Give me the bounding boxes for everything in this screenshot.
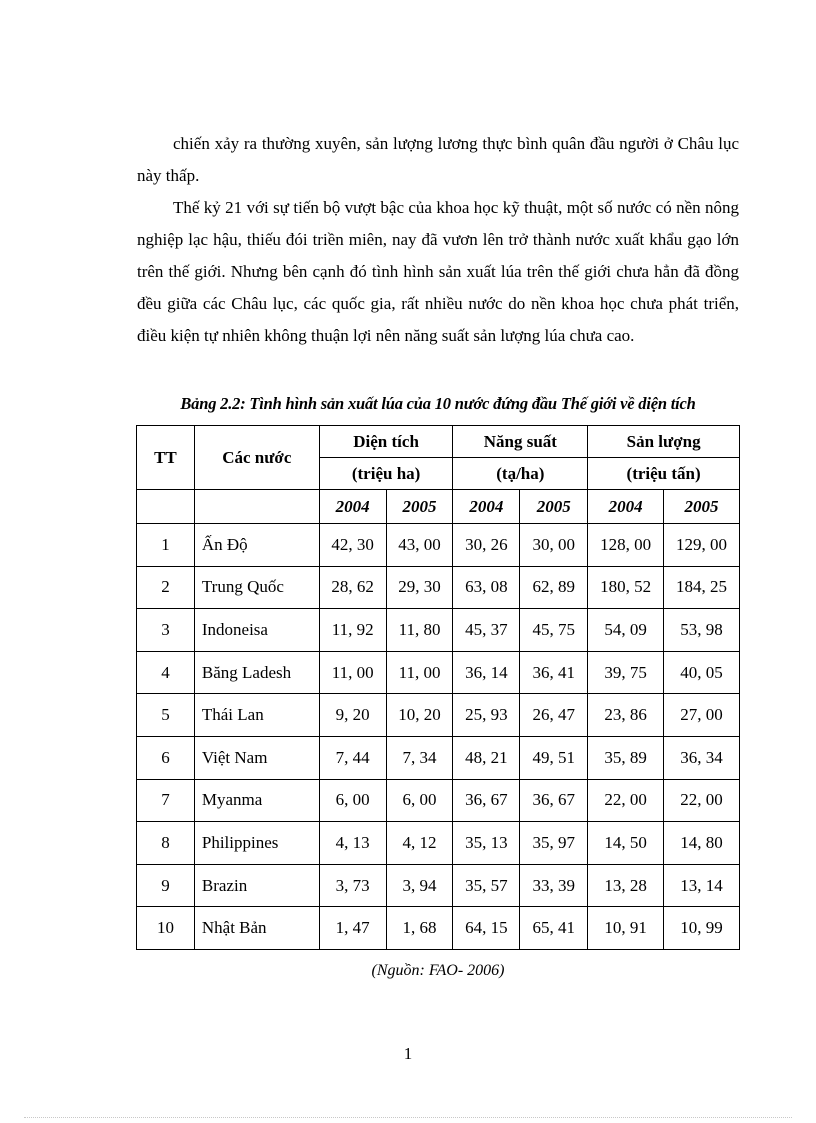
cell-value: 65, 41	[520, 907, 588, 950]
cell-index: 7	[137, 779, 195, 822]
cell-value: 36, 14	[453, 651, 520, 694]
paragraph: chiến xảy ra thường xuyên, sản lượng lương thực bình quân đầu người ở Châu lục này thấp.	[137, 134, 739, 185]
cell-index: 10	[137, 907, 195, 950]
header-tt: TT	[137, 426, 195, 490]
year-header: 2005	[386, 490, 453, 524]
cell-country: Thái Lan	[194, 694, 319, 737]
cell-value: 11, 00	[319, 651, 386, 694]
cell-value: 7, 34	[386, 736, 453, 779]
cell-country: Myanma	[194, 779, 319, 822]
cell-value: 42, 30	[319, 524, 386, 567]
cell-index: 4	[137, 651, 195, 694]
cell-value: 3, 73	[319, 864, 386, 907]
cell-value: 45, 75	[520, 609, 588, 652]
cell-value: 29, 30	[386, 566, 453, 609]
cell-index: 1	[137, 524, 195, 567]
cell-country: Nhật Bản	[194, 907, 319, 950]
cell-value: 27, 00	[664, 694, 740, 737]
header-yield: Năng suất	[453, 426, 588, 458]
cell-value: 14, 50	[588, 822, 664, 865]
table-row	[137, 822, 740, 865]
cell-value: 64, 15	[453, 907, 520, 950]
rice-production-table	[136, 425, 740, 950]
cell-value: 4, 12	[386, 822, 453, 865]
cell-value: 30, 26	[453, 524, 520, 567]
year-header: 2004	[588, 490, 664, 524]
cell-country: Indoneisa	[194, 609, 319, 652]
cell-value: 63, 08	[453, 566, 520, 609]
body-text	[137, 128, 739, 352]
cell-value: 45, 37	[453, 609, 520, 652]
cell-value: 10, 99	[664, 907, 740, 950]
cell-country: Việt Nam	[194, 736, 319, 779]
cell-value: 128, 00	[588, 524, 664, 567]
header-country: Các nước	[194, 426, 319, 490]
table-body	[137, 524, 740, 950]
header-area: Diện tích	[319, 426, 453, 458]
cell-value: 40, 05	[664, 651, 740, 694]
cell-value: 23, 86	[588, 694, 664, 737]
table-row	[137, 609, 740, 652]
cell-value: 13, 14	[664, 864, 740, 907]
cell-value: 1, 47	[319, 907, 386, 950]
header-country-blank	[194, 490, 319, 524]
cell-value: 22, 00	[588, 779, 664, 822]
cell-value: 36, 34	[664, 736, 740, 779]
header-output-unit: (triệu tấn)	[588, 458, 740, 490]
cell-value: 35, 97	[520, 822, 588, 865]
cell-value: 28, 62	[319, 566, 386, 609]
cell-country: Philippines	[194, 822, 319, 865]
cell-value: 54, 09	[588, 609, 664, 652]
table-row	[137, 524, 740, 567]
cell-value: 49, 51	[520, 736, 588, 779]
table-row	[137, 907, 740, 950]
cell-index: 6	[137, 736, 195, 779]
header-output: Sản lượng	[588, 426, 740, 458]
cell-index: 2	[137, 566, 195, 609]
cell-value: 36, 67	[453, 779, 520, 822]
year-header: 2005	[520, 490, 588, 524]
cell-value: 6, 00	[319, 779, 386, 822]
cell-value: 39, 75	[588, 651, 664, 694]
cell-index: 9	[137, 864, 195, 907]
page-divider	[24, 1117, 792, 1118]
cell-value: 180, 52	[588, 566, 664, 609]
cell-country: Trung Quốc	[194, 566, 319, 609]
cell-country: Băng Ladesh	[194, 651, 319, 694]
cell-value: 43, 00	[386, 524, 453, 567]
cell-value: 30, 00	[520, 524, 588, 567]
year-header: 2004	[319, 490, 386, 524]
cell-value: 10, 91	[588, 907, 664, 950]
cell-index: 5	[137, 694, 195, 737]
cell-country: Ấn Độ	[194, 524, 319, 567]
paragraph: Thế kỷ 21 với sự tiến bộ vượt bậc của khoa học kỹ thuật, một số nước có nền nông nghiệp lạc hậu, thiếu đói triền miên, nay đã vươn lên trở thành nước xuất khẩu gạo lớn trên thế giới. Nhưng bên cạnh đó tình hình sản xuất lúa trên thế giới chưa hẳn đã đồng đều giữa các Châu lục, các quốc gia, rất nhiều nước do nền khoa học chưa phát triển, điều kiện tự nhiên không thuận lợi nên năng suất sản lượng lúa chưa cao.	[137, 198, 739, 345]
year-header: 2005	[664, 490, 740, 524]
cell-value: 53, 98	[664, 609, 740, 652]
table-caption: Bảng 2.2: Tình hình sản xuất lúa của 10 nước đứng đầu Thế giới về diện tích	[180, 394, 696, 413]
header-tt-blank	[137, 490, 195, 524]
cell-value: 9, 20	[319, 694, 386, 737]
cell-value: 35, 13	[453, 822, 520, 865]
cell-value: 10, 20	[386, 694, 453, 737]
cell-value: 33, 39	[520, 864, 588, 907]
cell-value: 129, 00	[664, 524, 740, 567]
cell-value: 62, 89	[520, 566, 588, 609]
table-row	[137, 651, 740, 694]
cell-country: Brazin	[194, 864, 319, 907]
cell-value: 184, 25	[664, 566, 740, 609]
cell-value: 22, 00	[664, 779, 740, 822]
cell-value: 6, 00	[386, 779, 453, 822]
cell-value: 3, 94	[386, 864, 453, 907]
header-area-unit: (triệu ha)	[319, 458, 453, 490]
cell-value: 36, 41	[520, 651, 588, 694]
cell-value: 36, 67	[520, 779, 588, 822]
table-row	[137, 566, 740, 609]
cell-index: 8	[137, 822, 195, 865]
cell-value: 1, 68	[386, 907, 453, 950]
page-number: 1	[403, 1044, 413, 1063]
cell-value: 35, 57	[453, 864, 520, 907]
year-header: 2004	[453, 490, 520, 524]
cell-value: 11, 00	[386, 651, 453, 694]
cell-value: 11, 80	[386, 609, 453, 652]
cell-value: 48, 21	[453, 736, 520, 779]
cell-value: 14, 80	[664, 822, 740, 865]
table-row	[137, 864, 740, 907]
table-row	[137, 694, 740, 737]
table-row	[137, 736, 740, 779]
cell-value: 4, 13	[319, 822, 386, 865]
cell-value: 26, 47	[520, 694, 588, 737]
cell-value: 13, 28	[588, 864, 664, 907]
header-yield-unit: (tạ/ha)	[453, 458, 588, 490]
table-row	[137, 779, 740, 822]
cell-value: 25, 93	[453, 694, 520, 737]
cell-value: 7, 44	[319, 736, 386, 779]
source-note: (Nguồn: FAO- 2006)	[371, 962, 505, 979]
cell-value: 11, 92	[319, 609, 386, 652]
cell-value: 35, 89	[588, 736, 664, 779]
cell-index: 3	[137, 609, 195, 652]
